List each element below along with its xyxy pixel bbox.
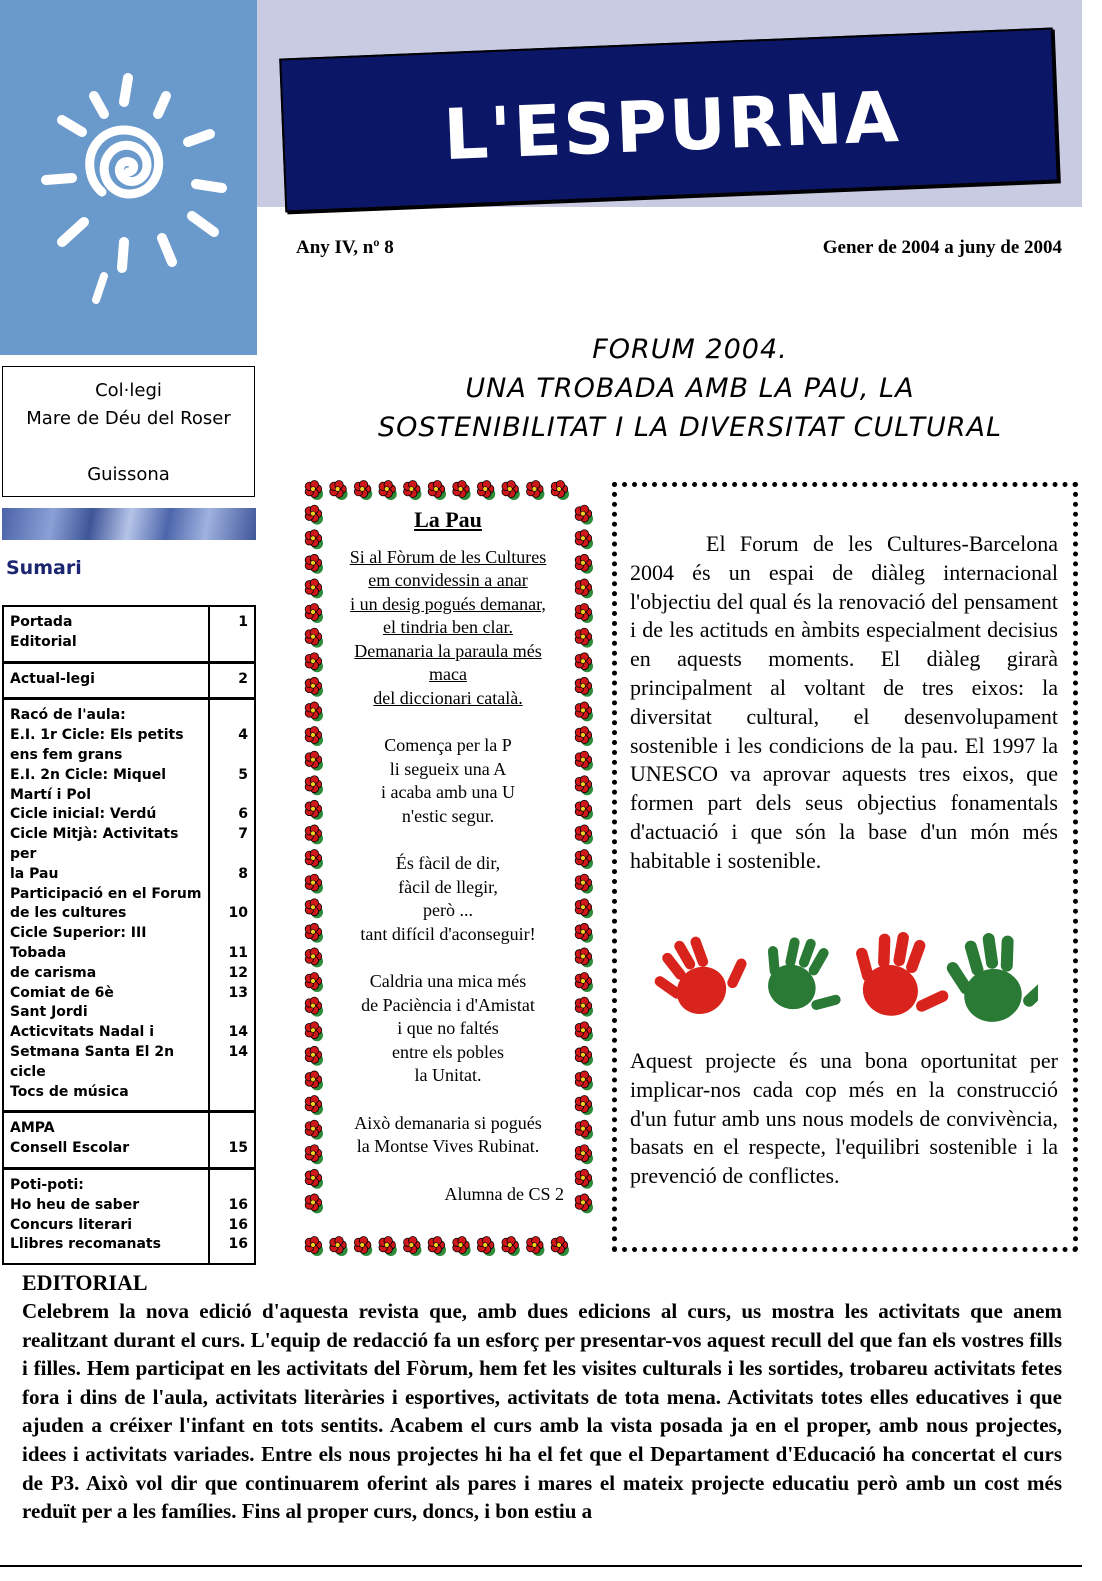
flower-icon xyxy=(527,1237,545,1256)
flower-icon xyxy=(575,505,593,524)
sumari-page-number xyxy=(210,706,248,726)
poem-line: la Montse Vives Rubinat. xyxy=(356,1136,540,1156)
decorative-strip xyxy=(2,508,256,540)
sumari-page-number: 1 xyxy=(238,614,248,630)
sumari-page-number: 6 xyxy=(238,806,248,823)
flower-icon xyxy=(575,751,593,770)
sumari-pages xyxy=(210,607,254,661)
flower-icon xyxy=(575,579,593,598)
flower-icon xyxy=(575,776,593,795)
poem-line: fàcil de llegir, xyxy=(398,876,498,897)
sumari-entry: Portada xyxy=(10,614,73,630)
masthead-title: L'ESPURNA xyxy=(441,75,902,177)
sumari-entry: ens fem grans xyxy=(10,746,123,763)
sumari-page-number: 14 xyxy=(228,1024,248,1041)
sumari-entry: Cicle Mitjà: Activitats per xyxy=(10,826,179,862)
flower-icon xyxy=(305,850,323,869)
issue-period: Gener de 2004 a juny de 2004 xyxy=(822,237,1062,258)
sumari-group xyxy=(4,1113,254,1170)
forum-heading-line-2: UNA TROBADA AMB LA PAU, LA xyxy=(465,373,915,404)
bottom-rule xyxy=(0,1565,1082,1567)
poem-title: La Pau xyxy=(414,507,482,532)
poem-line: Això demanaria si pogués xyxy=(354,1112,542,1133)
flower-icon xyxy=(305,751,323,770)
poem-line: la Unitat. xyxy=(414,1065,482,1085)
sumari-entry: de les cultures xyxy=(10,905,127,922)
flower-icon xyxy=(305,899,323,918)
flower-icon xyxy=(305,800,323,819)
sumari-page-number xyxy=(210,746,248,766)
sumari-title: Sumari xyxy=(6,557,82,579)
flower-icon xyxy=(575,653,593,672)
editorial-text: Celebrem la nova edició d'aquesta revista que, amb dues edicions al curs, us mostra les activitats que anem realitzant durant el curs. L'equip de redacció fa un esforç per presentar-vos aquest recull del que fan els vostres fills i filles. Hem participat en les activitats del Fòrum, hem fet les visites culturals i les sortides, trobareu activitats fetes fora i dins de l'aula, activitats literàries i esportives, activitats de tota mena. Activitats totes elles educatives i que ajuden a créixer l'infant en tots sentits. Acabem el curs amb la vista posada ja en el proper, amb nous projectes, idees i activitats variades. Entre els nous projectes hi ha el fet que el Departament d'Educació ha concertat el curs de P3. Això vol dir que continuarem oferint als pares i mares el mateix projecte educatiu però amb un cost més reduït per a les famílies. Fins al proper curs, doncs, i bon estiu a xyxy=(22,1299,1062,1524)
flower-icon xyxy=(575,825,593,844)
poem-stanza-2 xyxy=(330,734,566,828)
flower-icon xyxy=(305,1120,323,1139)
sumari-entry: AMPA xyxy=(10,1120,55,1137)
flower-icon xyxy=(305,948,323,967)
flower-icon xyxy=(354,481,372,500)
sumari-entry: Cicle inicial: Verdú xyxy=(10,806,157,823)
poem-line: i acaba amb una U xyxy=(381,782,515,802)
flower-icon xyxy=(575,923,593,942)
poem-line: li segueix una A xyxy=(389,758,507,779)
school-line-2: Mare de Déu del Roser xyxy=(26,408,231,429)
flower-icon xyxy=(330,1237,348,1256)
sumari-titles xyxy=(4,1170,210,1263)
sumari-group xyxy=(4,700,254,1113)
flower-icon xyxy=(453,481,471,500)
flower-icon xyxy=(305,554,323,573)
school-name-box xyxy=(2,366,255,497)
poem-stanza-1 xyxy=(330,546,566,711)
sumari-entry: Sant Jordi xyxy=(10,1004,88,1021)
flower-icon xyxy=(575,973,593,992)
sumari-page-number xyxy=(210,786,248,806)
poem-line: maca xyxy=(429,664,467,684)
poem-line: i que no faltés xyxy=(397,1018,499,1038)
flower-icon xyxy=(305,505,323,524)
flower-icon xyxy=(575,850,593,869)
sumari-entry: Tocs de música xyxy=(10,1083,129,1100)
poem-line: entre els pobles xyxy=(392,1041,504,1062)
sumari-page-number: 11 xyxy=(228,944,248,961)
sumari-page-number: 7 xyxy=(238,826,248,843)
flower-icon xyxy=(428,481,446,500)
school-line-3: Guissona xyxy=(87,464,170,485)
sumari-page-number: 8 xyxy=(238,865,248,882)
handprint-icon xyxy=(844,924,960,1026)
sumari-entry: la Pau xyxy=(10,865,59,882)
poem-line: tant difícil d'aconseguir! xyxy=(360,923,536,944)
sumari-page-number: 2 xyxy=(238,670,248,687)
flower-icon xyxy=(477,1237,495,1256)
sumari-entry: Llibres recomanats xyxy=(10,1236,161,1253)
flower-icon xyxy=(305,997,323,1016)
poem-line: És fàcil de dir, xyxy=(395,853,501,873)
sumari-titles xyxy=(4,700,210,1110)
article-paragraph-2: Aquest projecte és una bona oportunitat per implicar-nos cada cop més en la construcció d'un futur amb uns nous models de convivència, basats en el respecte, l'equilibri sostenible i la prevenció de conflictes. xyxy=(630,1048,1058,1189)
flower-icon xyxy=(502,1237,520,1256)
flower-icon xyxy=(575,800,593,819)
flower-icon xyxy=(305,702,323,721)
poem-line: Demanaria la paraula més xyxy=(354,640,542,661)
sumari-page-number: 16 xyxy=(228,1196,248,1213)
sumari-entry: Comiat de 6è xyxy=(10,984,114,1001)
sumari-entry: Cicle Superior: III Tobada xyxy=(10,925,147,961)
flower-icon xyxy=(575,948,593,967)
flower-icon xyxy=(305,1145,323,1164)
issue-number: Any IV, nº 8 xyxy=(296,237,394,258)
sumari-pages xyxy=(210,700,254,1110)
flower-icon xyxy=(305,1022,323,1041)
flower-icon xyxy=(305,1046,323,1065)
flower-icon xyxy=(305,825,323,844)
sumari-page-number: 12 xyxy=(228,964,248,981)
sumari-page-number xyxy=(210,1176,248,1196)
flower-icon xyxy=(502,481,520,500)
sumari-entry: Ho heu de saber xyxy=(10,1196,140,1213)
flower-icon xyxy=(404,1237,422,1256)
flower-icon xyxy=(575,702,593,721)
sumari-entry: Setmana Santa El 2n xyxy=(10,1043,175,1060)
poem-line: Si al Fòrum de les Cultures xyxy=(349,546,547,567)
sumari-entry: Acticvitats Nadal i xyxy=(10,1024,154,1041)
sumari-group xyxy=(4,664,254,701)
sumari-entry: Martí i Pol xyxy=(10,786,91,803)
flower-icon xyxy=(305,653,323,672)
flower-icon xyxy=(575,554,593,573)
sumari-titles xyxy=(4,664,210,698)
sumari-page-number: 10 xyxy=(228,905,248,922)
flower-icon xyxy=(305,973,323,992)
flower-icon xyxy=(305,481,323,500)
handprint-icon xyxy=(941,925,1038,1028)
flower-icon xyxy=(404,481,422,500)
flower-icon xyxy=(305,530,323,549)
sun-spiral-icon xyxy=(0,0,257,355)
poem xyxy=(330,506,566,1206)
poem-stanza-4 xyxy=(330,970,566,1088)
flower-icon xyxy=(575,628,593,647)
sumari-entry: Actual-legi xyxy=(10,670,95,687)
poem-stanza-5 xyxy=(330,1112,566,1159)
poem-stanza-3 xyxy=(330,852,566,946)
sumari-page-number: 16 xyxy=(228,1216,248,1233)
sumari-page-number: 15 xyxy=(228,1140,248,1157)
flower-icon xyxy=(379,1237,397,1256)
sumari-group xyxy=(4,607,254,664)
flower-icon xyxy=(305,579,323,598)
flower-icon xyxy=(527,481,545,500)
editorial-title: EDITORIAL xyxy=(22,1270,148,1295)
sumari-page-number xyxy=(210,885,248,905)
flower-icon xyxy=(575,1071,593,1090)
flower-icon xyxy=(575,1096,593,1115)
flower-icon xyxy=(453,1237,471,1256)
sumari-pages xyxy=(210,1170,254,1263)
flower-icon xyxy=(575,727,593,746)
sumari-entry: cicle xyxy=(10,1063,46,1080)
flower-icon xyxy=(305,727,323,746)
flower-icon xyxy=(305,604,323,623)
sumari-page-number: 5 xyxy=(238,766,248,783)
handprint-icon xyxy=(648,918,761,1028)
poem-line: de Paciència i d'Amistat xyxy=(361,994,535,1015)
poem-line: em convidessin a anar xyxy=(368,570,528,590)
handprints-icon xyxy=(648,918,1038,1028)
sumari-page-number xyxy=(210,845,248,865)
handprint-icon xyxy=(750,926,859,1026)
sumari-page-number: 4 xyxy=(238,727,248,744)
poem-line: n'estic segur. xyxy=(401,805,495,826)
flower-icon xyxy=(305,1169,323,1188)
sumari-entry: de carisma xyxy=(10,964,97,981)
flower-icon xyxy=(575,1022,593,1041)
flower-icon xyxy=(575,874,593,893)
sumari-page-number xyxy=(210,1119,248,1139)
flower-icon xyxy=(305,628,323,647)
flower-icon xyxy=(575,1046,593,1065)
flower-icon xyxy=(551,1237,569,1256)
flower-icon xyxy=(305,677,323,696)
sun-logo-box xyxy=(0,0,257,355)
flower-icon xyxy=(477,481,495,500)
flower-icon xyxy=(575,1145,593,1164)
sumari-entry: Editorial xyxy=(10,633,77,650)
poem-author: Alumna de CS 2 xyxy=(444,1183,564,1204)
flower-icon xyxy=(305,1194,323,1213)
sumari-page-number: 16 xyxy=(228,1236,248,1253)
flower-icon xyxy=(379,481,397,500)
sumari-entry: Poti-poti: xyxy=(10,1176,84,1193)
flower-icon xyxy=(330,481,348,500)
flower-icon xyxy=(575,604,593,623)
sumari-page-number: 13 xyxy=(228,984,248,1001)
sumari-titles xyxy=(4,1113,210,1167)
sumari-entry: E.I. 1r Cicle: Els petits xyxy=(10,727,184,744)
flower-icon xyxy=(354,1237,372,1256)
article-paragraph-1: El Forum de les Cultures-Barcelona 2004 és un espai de diàleg internacional l'objectiu del qual és la renovació del pensament i de les actituds en àmbits especialment decisius en aquests moments. El diàleg girarà principalment al voltant de tres eixos: la diversitat cultural, el desenvolupament sostenible i les condicions de la pau. El 1997 la UNESCO va aprovar aquests tres eixos, que formen part dels seus objectius fonamentals d'actuació i que són la base d'un món més habitable i sostenible. xyxy=(630,531,1058,873)
poem-line: però ... xyxy=(423,900,473,920)
flower-icon xyxy=(305,1237,323,1256)
sumari-entry: E.I. 2n Cicle: Miquel xyxy=(10,766,167,783)
sumari-entry: Participació en el Forum xyxy=(10,885,202,902)
flower-icon xyxy=(575,677,593,696)
sumari-table xyxy=(2,605,256,1265)
sumari-page-number xyxy=(210,924,248,944)
flower-icon xyxy=(575,997,593,1016)
flower-icon xyxy=(575,1169,593,1188)
poem-line: i un desig pogués demanar, xyxy=(350,593,546,614)
flower-icon xyxy=(575,530,593,549)
sumari-entry: Consell Escolar xyxy=(10,1140,130,1157)
poem-line: Comença per la P xyxy=(384,735,512,755)
flower-icon xyxy=(575,899,593,918)
sumari-titles xyxy=(4,607,210,661)
sumari-pages xyxy=(210,664,254,698)
sumari-group xyxy=(4,1170,254,1263)
flower-icon xyxy=(305,874,323,893)
sumari-pages xyxy=(210,1113,254,1167)
flower-icon xyxy=(551,481,569,500)
flower-icon xyxy=(305,1071,323,1090)
poem-line: el tindria ben clar. xyxy=(383,617,513,637)
sumari-page-number xyxy=(210,1003,248,1023)
flower-icon xyxy=(575,1194,593,1213)
forum-heading-line-1: FORUM 2004. xyxy=(592,334,788,365)
flower-icon xyxy=(305,923,323,942)
poem-line: Caldria una mica més xyxy=(369,971,527,991)
flower-icon xyxy=(575,1120,593,1139)
sumari-page-number: 14 xyxy=(228,1043,248,1060)
poem-line: del diccionari català. xyxy=(373,687,523,708)
flower-icon xyxy=(305,1096,323,1115)
sumari-page-number xyxy=(210,633,248,653)
sumari-entry: Concurs literari xyxy=(10,1216,133,1233)
sumari-entry: Racó de l'aula: xyxy=(10,707,126,724)
school-line-1: Col·legi xyxy=(95,380,162,401)
flower-icon xyxy=(305,776,323,795)
forum-heading-line-3: SOSTENIBILITAT I LA DIVERSITAT CULTURAL xyxy=(377,412,1003,443)
flower-icon xyxy=(428,1237,446,1256)
